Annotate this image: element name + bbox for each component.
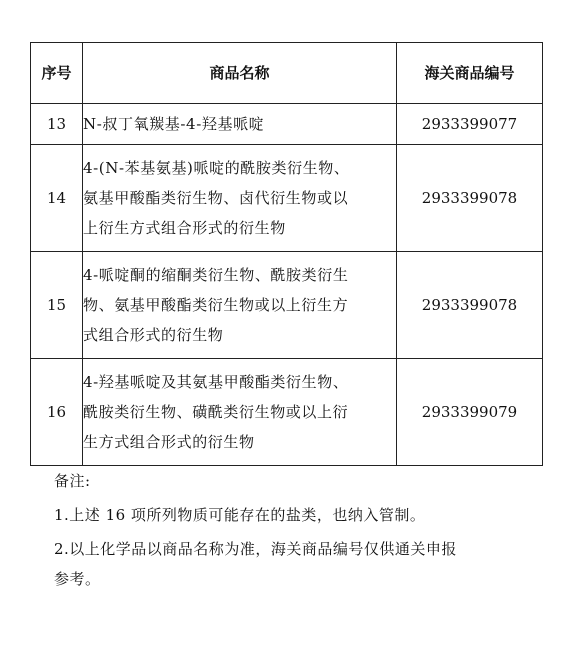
product-name-line: 酰胺类衍生物、磺酰类衍生物或以上衍 — [83, 403, 349, 421]
customs-code-cell: 2933399078 — [397, 252, 543, 359]
controlled-substances-table — [30, 42, 543, 466]
table-row — [31, 104, 543, 145]
row-number: 15 — [31, 252, 83, 359]
note-item-2-line-2: 参考。 — [54, 570, 101, 588]
product-name-cell — [83, 104, 397, 145]
product-name-line: 物、氨基甲酸酯类衍生物或以上衍生方 — [83, 296, 349, 314]
product-name-line: N-叔丁氧羰基-4-羟基哌啶 — [83, 115, 265, 133]
product-name-line: 氨基甲酸酯类衍生物、卤代衍生物或以 — [83, 189, 349, 207]
header-product-name: 商品名称 — [83, 43, 397, 104]
product-name-line: 式组合形式的衍生物 — [83, 326, 224, 344]
product-name-line: 4-羟基哌啶及其氨基甲酸酯类衍生物、 — [83, 373, 349, 391]
table-row — [31, 252, 543, 359]
table-row — [31, 145, 543, 252]
customs-code-cell: 2933399078 — [397, 145, 543, 252]
customs-code-cell: 2933399077 — [397, 104, 543, 145]
row-number: 16 — [31, 359, 83, 466]
note-item-2-line-1: 2.以上化学品以商品名称为准，海关商品编号仅供通关申报 — [54, 540, 457, 558]
row-number: 14 — [31, 145, 83, 252]
product-name-line: 4-哌啶酮的缩酮类衍生物、酰胺类衍生 — [83, 266, 349, 284]
row-number: 13 — [31, 104, 83, 145]
table-row — [31, 359, 543, 466]
notes-section — [54, 466, 524, 594]
product-name-line: 生方式组合形式的衍生物 — [83, 433, 255, 451]
header-number: 序号 — [31, 43, 83, 104]
customs-code-cell: 2933399079 — [397, 359, 543, 466]
product-name-line: 4-(N-苯基氨基)哌啶的酰胺类衍生物、 — [83, 159, 350, 177]
product-name-line: 上衍生方式组合形式的衍生物 — [83, 219, 286, 237]
product-name-cell — [83, 145, 397, 252]
note-item-1: 1.上述 16 项所列物质可能存在的盐类，也纳入管制。 — [54, 506, 426, 524]
header-customs-code: 海关商品编号 — [397, 43, 543, 104]
product-name-cell — [83, 252, 397, 359]
product-name-cell — [83, 359, 397, 466]
table-header-row — [31, 43, 543, 104]
notes-title: 备注: — [54, 472, 91, 490]
